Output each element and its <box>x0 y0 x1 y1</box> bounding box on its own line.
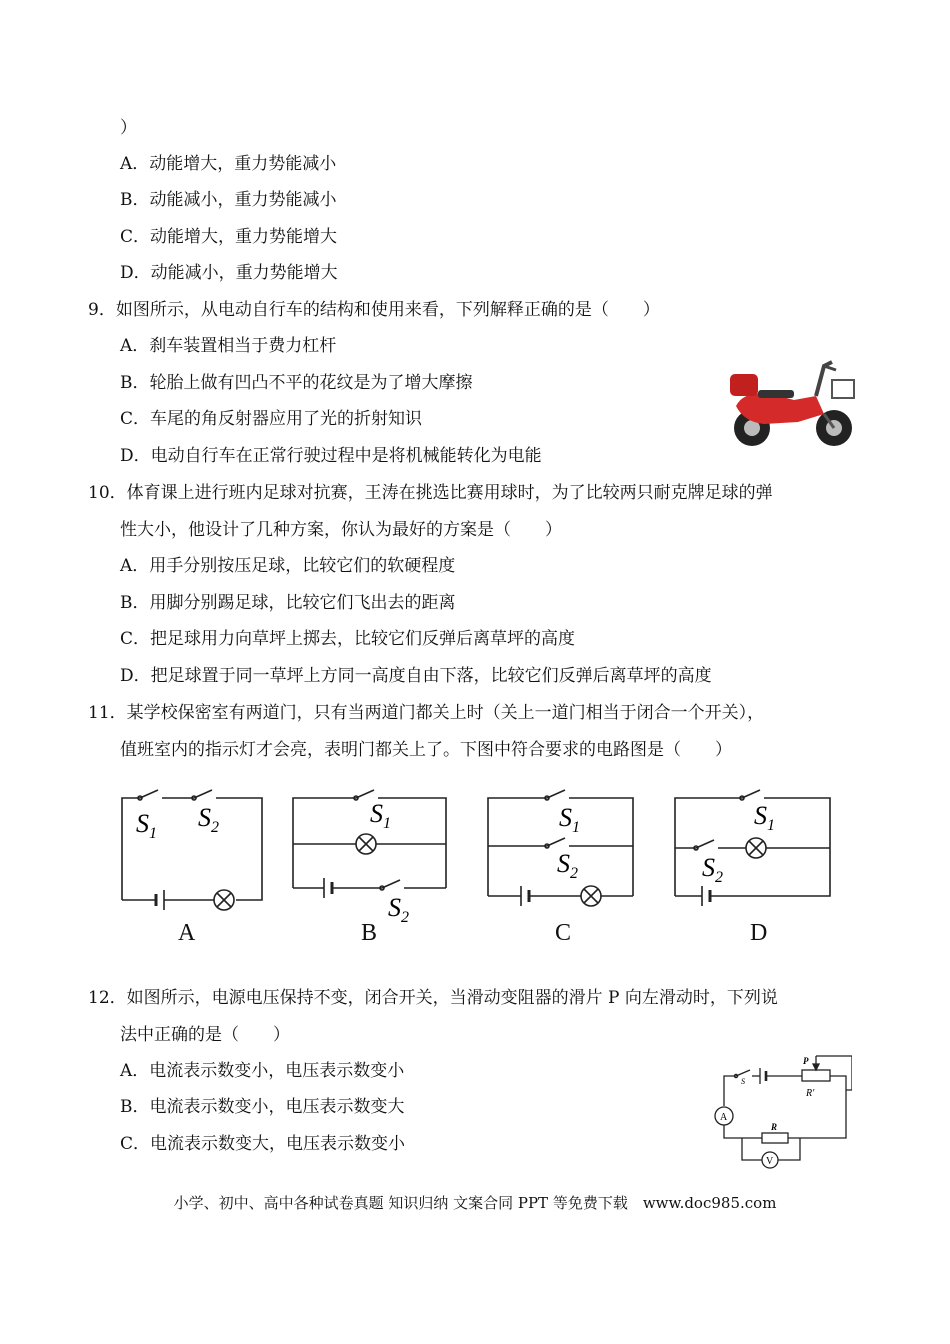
svg-text:S2 <box>702 853 723 886</box>
svg-text:S1 <box>370 799 391 832</box>
circuit-b-label: B <box>361 920 378 946</box>
circuit-d-s2: S <box>702 853 715 882</box>
circuit-d-s2-sub: 2 <box>715 869 723 886</box>
q12-stem-line2: 法中正确的是（ ） <box>120 1025 290 1045</box>
q12-fig-r: R <box>771 1122 778 1132</box>
q12-fig-a: A <box>720 1112 728 1123</box>
q12-fig-v: V <box>766 1156 774 1167</box>
q10-option-a: A．用手分别按压足球，比较它们的软硬程度 <box>120 556 456 576</box>
circuit-d-s1: S <box>754 801 767 830</box>
q11-stem-line2: 值班室内的指示灯才会亮，表明门都关上了。下图中符合要求的电路图是（ ） <box>120 740 732 760</box>
circuit-c-s1: S <box>559 803 572 832</box>
q10-option-c: C．把足球用力向草坪上掷去，比较它们反弹后离草坪的高度 <box>120 629 576 649</box>
q9-option-c: C．车尾的角反射器应用了光的折射知识 <box>120 409 423 429</box>
circuit-a-s1-sub: 1 <box>149 825 157 842</box>
circuit-c-s2: S <box>557 849 570 878</box>
svg-text:S2 <box>198 803 219 836</box>
q12-option-c: C．电流表示数变大，电压表示数变小 <box>120 1134 406 1154</box>
q12-fig-s: S <box>741 1077 745 1086</box>
svg-text:S2 <box>557 849 578 882</box>
q8-option-b: B．动能减小，重力势能减小 <box>120 190 337 210</box>
circuit-a-s2-sub: 2 <box>211 819 219 836</box>
q9-option-b: B．轮胎上做有凹凸不平的花纹是为了增大摩擦 <box>120 373 473 393</box>
q10-stem-line2: 性大小，他设计了几种方案，你认为最好的方案是（ ） <box>120 520 562 540</box>
circuit-c-label: C <box>555 920 572 946</box>
circuit-a-label: A <box>178 920 196 946</box>
q9-option-a: A．刹车装置相当于费力杠杆 <box>120 336 337 356</box>
q8-option-c: C．动能增大，重力势能增大 <box>120 227 338 247</box>
q12-fig-r-prime: R′ <box>806 1088 815 1099</box>
q9-option-d: D．电动自行车在正常行驶过程中是将机械能转化为电能 <box>120 446 542 466</box>
q12-stem-line1: 12．如图所示，电源电压保持不变，闭合开关，当滑动变阻器的滑片 P 向左滑动时，下列说 <box>88 988 778 1008</box>
q10-option-b: B．用脚分别踢足球，比较它们飞出去的距离 <box>120 593 456 613</box>
circuit-c-s2-sub: 2 <box>570 865 578 882</box>
q12-option-a: A．电流表示数变小，电压表示数变小 <box>120 1061 405 1081</box>
svg-text:S1 <box>559 803 580 836</box>
q10-stem-line1: 10．体育课上进行班内足球对抗赛，王涛在挑选比赛用球时，为了比较两只耐克牌足球的弹 <box>88 483 773 503</box>
q9-stem: 9．如图所示，从电动自行车的结构和使用来看，下列解释正确的是（ ） <box>88 300 660 320</box>
q8-close-paren: ） <box>120 118 137 138</box>
svg-text:S1 <box>136 809 157 842</box>
q8-option-a: A．动能增大，重力势能减小 <box>120 154 337 174</box>
q11-stem-line1: 11．某学校保密室有两道门，只有当两道门都关上时（关上一道门相当于闭合一个开关）， <box>88 703 765 723</box>
circuit-d-label: D <box>750 920 768 946</box>
page-footer: 小学、初中、高中各种试卷真题 知识归纳 文案合同 PPT 等免费下载 www.doc985.com <box>173 1194 777 1212</box>
svg-text:S2 <box>388 893 409 924</box>
circuit-a-s1: S <box>136 809 149 838</box>
circuit-d <box>668 784 838 914</box>
q12-option-b: B．电流表示数变小，电压表示数变大 <box>120 1097 405 1117</box>
svg-text:S1 <box>754 801 775 834</box>
q10-option-d: D．把足球置于同一草坪上方同一高度自由下落，比较它们反弹后离草坪的高度 <box>120 666 712 686</box>
q12-circuit-figure <box>706 1050 852 1174</box>
circuit-a-s2: S <box>198 803 211 832</box>
q8-option-d: D．动能减小，重力势能增大 <box>120 263 338 283</box>
circuit-c <box>481 784 641 914</box>
circuit-a <box>110 784 270 914</box>
electric-bike-image <box>724 356 860 452</box>
circuit-b-s2-sub: 2 <box>401 909 409 924</box>
circuit-b-s2: S <box>388 893 401 922</box>
circuit-b <box>286 784 456 924</box>
q12-fig-p: P <box>803 1056 809 1066</box>
circuit-d-s1-sub: 1 <box>767 817 775 834</box>
circuit-b-s1-sub: 1 <box>383 815 391 832</box>
circuit-b-s1: S <box>370 799 383 828</box>
circuit-c-s1-sub: 1 <box>572 819 580 836</box>
